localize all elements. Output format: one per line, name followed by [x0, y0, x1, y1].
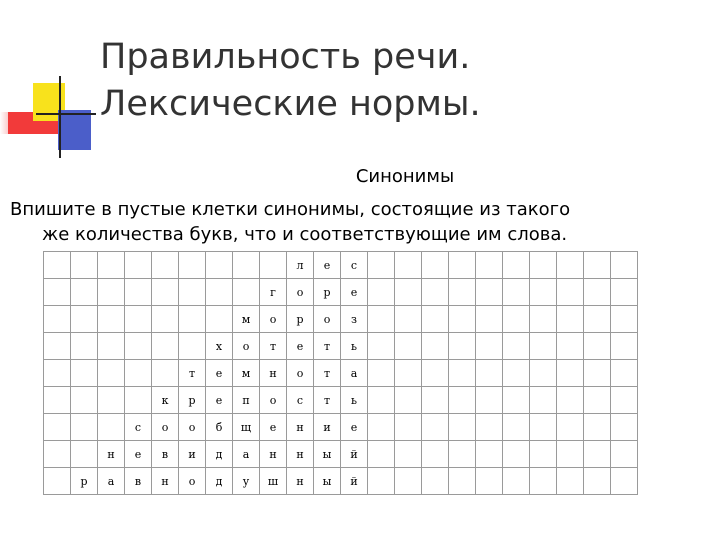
- grid-cell-letter[interactable]: е: [341, 279, 368, 306]
- grid-row: [44, 441, 638, 468]
- grid-cell-empty[interactable]: [395, 387, 422, 414]
- grid-cell-empty[interactable]: [71, 387, 98, 414]
- grid-row: [44, 414, 638, 441]
- grid-cell-empty[interactable]: [368, 252, 395, 279]
- grid-cell-empty[interactable]: [368, 279, 395, 306]
- grid-cell-empty[interactable]: [71, 252, 98, 279]
- crossword-grid: [43, 251, 638, 495]
- grid-cell-letter[interactable]: а: [341, 360, 368, 387]
- grid-cell-letter[interactable]: ы: [314, 441, 341, 468]
- grid-cell-empty[interactable]: [530, 279, 557, 306]
- grid-cell-letter[interactable]: м: [233, 360, 260, 387]
- grid-row: [44, 360, 638, 387]
- grid-cell-letter[interactable]: м: [233, 306, 260, 333]
- grid-cell-empty[interactable]: [557, 306, 584, 333]
- grid-row: [44, 333, 638, 360]
- grid-cell-empty[interactable]: [584, 468, 611, 495]
- logo-decoration-horizontal-line: [36, 113, 96, 115]
- grid-cell-empty[interactable]: [233, 252, 260, 279]
- grid-cell-empty[interactable]: [503, 387, 530, 414]
- grid-cell-letter[interactable]: е: [125, 441, 152, 468]
- grid-cell-letter[interactable]: ш: [260, 468, 287, 495]
- grid-cell-empty[interactable]: [71, 360, 98, 387]
- grid-cell-empty[interactable]: [611, 252, 638, 279]
- grid-cell-empty[interactable]: [584, 252, 611, 279]
- grid-cell-letter[interactable]: з: [341, 306, 368, 333]
- grid-cell-empty[interactable]: [368, 468, 395, 495]
- grid-cell-empty[interactable]: [44, 441, 71, 468]
- grid-cell-empty[interactable]: [98, 360, 125, 387]
- grid-cell-letter[interactable]: н: [260, 441, 287, 468]
- grid-cell-empty[interactable]: [584, 279, 611, 306]
- instruction-line-1: Впишите в пустые клетки синонимы, состоящие из такого: [10, 199, 571, 220]
- grid-cell-empty[interactable]: [503, 252, 530, 279]
- grid-cell-empty[interactable]: [476, 468, 503, 495]
- grid-cell-letter[interactable]: ь: [341, 333, 368, 360]
- grid-row: [44, 279, 638, 306]
- grid-cell-empty[interactable]: [44, 252, 71, 279]
- grid-cell-letter[interactable]: о: [260, 306, 287, 333]
- grid-cell-empty[interactable]: [557, 333, 584, 360]
- grid-cell-letter[interactable]: в: [125, 468, 152, 495]
- grid-cell-letter[interactable]: р: [314, 279, 341, 306]
- grid-cell-letter[interactable]: и: [314, 414, 341, 441]
- grid-cell-letter[interactable]: е: [287, 333, 314, 360]
- grid-cell-empty[interactable]: [125, 333, 152, 360]
- grid-cell-empty[interactable]: [98, 252, 125, 279]
- grid-cell-empty[interactable]: [611, 333, 638, 360]
- grid-cell-letter[interactable]: ы: [314, 468, 341, 495]
- grid-cell-empty[interactable]: [584, 306, 611, 333]
- grid-cell-empty[interactable]: [422, 387, 449, 414]
- grid-cell-empty[interactable]: [449, 414, 476, 441]
- grid-row: [44, 468, 638, 495]
- grid-cell-empty[interactable]: [44, 279, 71, 306]
- grid-cell-letter[interactable]: й: [341, 441, 368, 468]
- grid-cell-empty[interactable]: [449, 252, 476, 279]
- grid-cell-letter[interactable]: о: [287, 279, 314, 306]
- grid-cell-empty[interactable]: [71, 333, 98, 360]
- grid-cell-letter[interactable]: т: [314, 333, 341, 360]
- grid-cell-empty[interactable]: [476, 414, 503, 441]
- grid-cell-empty[interactable]: [395, 252, 422, 279]
- grid-cell-empty[interactable]: [206, 252, 233, 279]
- grid-cell-empty[interactable]: [395, 333, 422, 360]
- grid-cell-empty[interactable]: [422, 360, 449, 387]
- grid-cell-empty[interactable]: [530, 360, 557, 387]
- grid-cell-empty[interactable]: [503, 333, 530, 360]
- grid-cell-empty[interactable]: [557, 360, 584, 387]
- grid-cell-letter[interactable]: е: [260, 414, 287, 441]
- grid-cell-empty[interactable]: [530, 468, 557, 495]
- grid-cell-empty[interactable]: [422, 441, 449, 468]
- grid-cell-empty[interactable]: [476, 252, 503, 279]
- grid-cell-letter[interactable]: о: [287, 360, 314, 387]
- grid-cell-empty[interactable]: [530, 306, 557, 333]
- grid-cell-letter[interactable]: т: [179, 360, 206, 387]
- grid-cell-empty[interactable]: [179, 252, 206, 279]
- grid-cell-empty[interactable]: [368, 441, 395, 468]
- grid-cell-letter[interactable]: а: [98, 468, 125, 495]
- grid-cell-empty[interactable]: [449, 468, 476, 495]
- grid-cell-empty[interactable]: [422, 252, 449, 279]
- grid-cell-empty[interactable]: [449, 306, 476, 333]
- grid-cell-empty[interactable]: [530, 252, 557, 279]
- grid-cell-letter[interactable]: о: [260, 387, 287, 414]
- grid-cell-empty[interactable]: [476, 360, 503, 387]
- grid-cell-empty[interactable]: [125, 360, 152, 387]
- grid-cell-letter[interactable]: е: [206, 360, 233, 387]
- grid-cell-empty[interactable]: [530, 441, 557, 468]
- grid-cell-letter[interactable]: о: [314, 306, 341, 333]
- grid-cell-empty[interactable]: [611, 360, 638, 387]
- grid-cell-empty[interactable]: [152, 252, 179, 279]
- grid-cell-empty[interactable]: [44, 387, 71, 414]
- grid-cell-letter[interactable]: а: [233, 441, 260, 468]
- grid-cell-empty[interactable]: [611, 441, 638, 468]
- grid-cell-empty[interactable]: [152, 279, 179, 306]
- grid-cell-empty[interactable]: [395, 360, 422, 387]
- grid-cell-empty[interactable]: [422, 306, 449, 333]
- grid-cell-letter[interactable]: о: [179, 414, 206, 441]
- grid-cell-letter[interactable]: р: [71, 468, 98, 495]
- grid-cell-empty[interactable]: [611, 468, 638, 495]
- grid-cell-empty[interactable]: [260, 252, 287, 279]
- grid-cell-empty[interactable]: [395, 414, 422, 441]
- instruction-text: [10, 197, 710, 247]
- grid-cell-letter[interactable]: д: [206, 441, 233, 468]
- grid-cell-empty[interactable]: [71, 279, 98, 306]
- grid-cell-letter[interactable]: й: [341, 468, 368, 495]
- logo-decoration-vertical-line: [59, 76, 61, 158]
- grid-cell-letter[interactable]: п: [233, 387, 260, 414]
- grid-cell-empty[interactable]: [449, 333, 476, 360]
- grid-cell-empty[interactable]: [44, 468, 71, 495]
- grid-cell-letter[interactable]: о: [233, 333, 260, 360]
- grid-cell-letter[interactable]: с: [125, 414, 152, 441]
- slide-subtitle: Синонимы: [355, 166, 455, 187]
- grid-cell-letter[interactable]: с: [341, 252, 368, 279]
- grid-cell-letter[interactable]: с: [287, 387, 314, 414]
- grid-cell-empty[interactable]: [125, 387, 152, 414]
- grid-cell-empty[interactable]: [422, 279, 449, 306]
- grid-cell-letter[interactable]: е: [341, 414, 368, 441]
- grid-cell-letter[interactable]: х: [206, 333, 233, 360]
- grid-cell-letter[interactable]: р: [287, 306, 314, 333]
- grid-cell-letter[interactable]: т: [314, 360, 341, 387]
- grid-cell-empty[interactable]: [449, 360, 476, 387]
- grid-cell-letter[interactable]: в: [152, 441, 179, 468]
- grid-cell-empty[interactable]: [368, 387, 395, 414]
- grid-cell-letter[interactable]: б: [206, 414, 233, 441]
- grid-cell-empty[interactable]: [530, 414, 557, 441]
- grid-cell-empty[interactable]: [368, 306, 395, 333]
- grid-cell-letter[interactable]: н: [287, 441, 314, 468]
- grid-cell-empty[interactable]: [71, 414, 98, 441]
- grid-cell-empty[interactable]: [584, 333, 611, 360]
- grid-cell-letter[interactable]: р: [179, 387, 206, 414]
- grid-cell-empty[interactable]: [98, 414, 125, 441]
- grid-cell-empty[interactable]: [611, 414, 638, 441]
- grid-cell-empty[interactable]: [476, 333, 503, 360]
- grid-cell-empty[interactable]: [368, 333, 395, 360]
- grid-cell-empty[interactable]: [98, 387, 125, 414]
- grid-cell-letter[interactable]: к: [152, 387, 179, 414]
- logo-decoration-blue: [58, 110, 91, 150]
- grid-cell-empty[interactable]: [557, 387, 584, 414]
- grid-cell-empty[interactable]: [422, 333, 449, 360]
- title-line-1: Правильность речи.: [100, 37, 471, 77]
- grid-cell-empty[interactable]: [44, 414, 71, 441]
- grid-cell-empty[interactable]: [152, 306, 179, 333]
- grid-cell-empty[interactable]: [584, 414, 611, 441]
- grid-cell-letter[interactable]: щ: [233, 414, 260, 441]
- grid-cell-empty[interactable]: [476, 306, 503, 333]
- grid-cell-empty[interactable]: [179, 279, 206, 306]
- grid-cell-empty[interactable]: [503, 414, 530, 441]
- grid-cell-empty[interactable]: [611, 279, 638, 306]
- title-line-2: Лексические нормы.: [100, 84, 481, 124]
- grid-cell-empty[interactable]: [71, 441, 98, 468]
- slide-title: [100, 34, 700, 128]
- grid-cell-empty[interactable]: [611, 306, 638, 333]
- grid-cell-empty[interactable]: [125, 252, 152, 279]
- grid-cell-letter[interactable]: н: [287, 468, 314, 495]
- grid-cell-empty[interactable]: [152, 360, 179, 387]
- grid-cell-letter[interactable]: л: [287, 252, 314, 279]
- grid-cell-empty[interactable]: [611, 387, 638, 414]
- grid-cell-empty[interactable]: [476, 387, 503, 414]
- grid-row: [44, 252, 638, 279]
- grid-cell-empty[interactable]: [584, 360, 611, 387]
- grid-cell-empty[interactable]: [557, 468, 584, 495]
- grid-cell-empty[interactable]: [368, 414, 395, 441]
- grid-cell-letter[interactable]: г: [260, 279, 287, 306]
- grid-cell-empty[interactable]: [557, 279, 584, 306]
- grid-cell-empty[interactable]: [395, 441, 422, 468]
- grid-cell-letter[interactable]: о: [179, 468, 206, 495]
- grid-row: [44, 387, 638, 414]
- grid-cell-empty[interactable]: [98, 333, 125, 360]
- grid-cell-letter[interactable]: е: [314, 252, 341, 279]
- grid-cell-empty[interactable]: [557, 252, 584, 279]
- grid-cell-letter[interactable]: т: [260, 333, 287, 360]
- grid-cell-empty[interactable]: [503, 441, 530, 468]
- grid-cell-empty[interactable]: [584, 441, 611, 468]
- grid-cell-empty[interactable]: [422, 468, 449, 495]
- grid-cell-empty[interactable]: [503, 360, 530, 387]
- grid-cell-empty[interactable]: [530, 333, 557, 360]
- grid-cell-letter[interactable]: ь: [341, 387, 368, 414]
- grid-cell-empty[interactable]: [71, 306, 98, 333]
- grid-cell-empty[interactable]: [44, 333, 71, 360]
- instruction-line-2: же количества букв, что и соответствующие им слова.: [42, 224, 568, 245]
- grid-cell-empty[interactable]: [152, 333, 179, 360]
- grid-cell-empty[interactable]: [557, 414, 584, 441]
- grid-cell-empty[interactable]: [98, 279, 125, 306]
- grid-cell-empty[interactable]: [206, 306, 233, 333]
- grid-cell-empty[interactable]: [395, 279, 422, 306]
- grid-cell-empty[interactable]: [44, 360, 71, 387]
- grid-cell-letter[interactable]: и: [179, 441, 206, 468]
- grid-cell-empty[interactable]: [449, 387, 476, 414]
- grid-cell-empty[interactable]: [503, 468, 530, 495]
- grid-cell-empty[interactable]: [125, 279, 152, 306]
- grid-cell-empty[interactable]: [449, 279, 476, 306]
- grid-row: [44, 306, 638, 333]
- grid-cell-letter[interactable]: о: [152, 414, 179, 441]
- grid-cell-empty[interactable]: [557, 441, 584, 468]
- grid-cell-empty[interactable]: [503, 306, 530, 333]
- grid-cell-letter[interactable]: н: [287, 414, 314, 441]
- grid-cell-empty[interactable]: [368, 360, 395, 387]
- grid-cell-empty[interactable]: [476, 441, 503, 468]
- grid-cell-letter[interactable]: е: [206, 387, 233, 414]
- grid-cell-letter[interactable]: н: [98, 441, 125, 468]
- grid-cell-empty[interactable]: [449, 441, 476, 468]
- grid-cell-empty[interactable]: [503, 279, 530, 306]
- grid-cell-empty[interactable]: [125, 306, 152, 333]
- grid-cell-letter[interactable]: т: [314, 387, 341, 414]
- grid-cell-empty[interactable]: [179, 333, 206, 360]
- grid-cell-empty[interactable]: [44, 306, 71, 333]
- grid-cell-letter[interactable]: н: [260, 360, 287, 387]
- grid-cell-empty[interactable]: [395, 468, 422, 495]
- grid-cell-empty[interactable]: [233, 279, 260, 306]
- grid-cell-empty[interactable]: [476, 279, 503, 306]
- grid-cell-empty[interactable]: [179, 306, 206, 333]
- grid-cell-empty[interactable]: [422, 414, 449, 441]
- grid-cell-empty[interactable]: [98, 306, 125, 333]
- grid-cell-letter[interactable]: н: [152, 468, 179, 495]
- grid-cell-empty[interactable]: [530, 387, 557, 414]
- grid-cell-letter[interactable]: д: [206, 468, 233, 495]
- grid-cell-empty[interactable]: [584, 387, 611, 414]
- grid-cell-letter[interactable]: у: [233, 468, 260, 495]
- grid-cell-empty[interactable]: [206, 279, 233, 306]
- grid-cell-empty[interactable]: [395, 306, 422, 333]
